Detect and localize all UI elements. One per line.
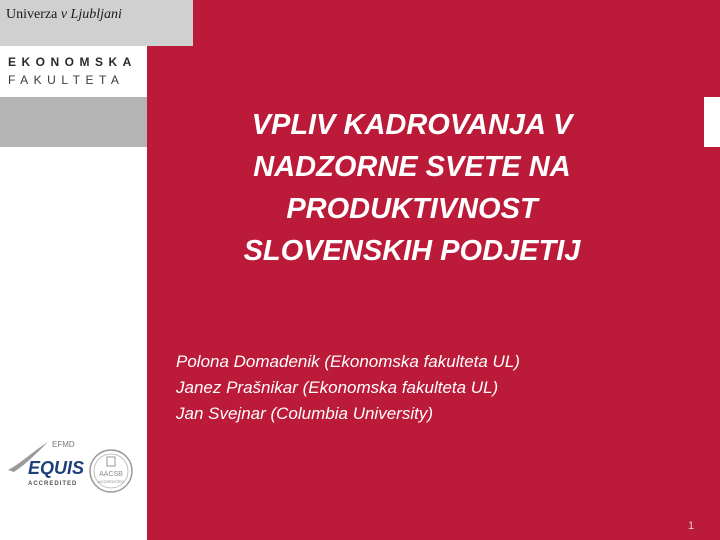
author-line: Jan Svejnar (Columbia University) (176, 404, 433, 423)
aacsb-sub-label: ACCREDITED (97, 479, 125, 484)
slide-title (177, 104, 647, 272)
aacsb-pillar-icon (107, 457, 115, 466)
right-tab (704, 97, 720, 147)
university-name-plain: Univerza (6, 7, 61, 22)
page-number: 1 (688, 520, 695, 532)
university-name-italic: v Ljubljani (60, 7, 122, 22)
equis-logo (6, 436, 86, 496)
aacsb-logo (88, 448, 134, 494)
title-line: NADZORNE SVETE NA (253, 151, 571, 183)
university-name (6, 7, 122, 23)
aacsb-main-label: AACSB (99, 471, 123, 478)
title-line: SLOVENSKIH PODJETIJ (243, 235, 581, 267)
title-line: VPLIV KADROVANJA V (251, 109, 573, 141)
gray-band (0, 97, 147, 147)
equis-sub-label: ACCREDITED (28, 481, 78, 487)
red-panel-top (193, 0, 720, 46)
equis-main-label: EQUIS (28, 458, 85, 478)
faculty-line1: EKONOMSKA (8, 55, 137, 69)
university-header (0, 0, 193, 46)
title-line: PRODUKTIVNOST (286, 193, 538, 225)
faculty-line2: FAKULTETA (8, 73, 125, 87)
author-line: Polona Domadenik (Ekonomska fakulteta UL) (176, 352, 520, 371)
equis-top-label: EFMD (52, 440, 75, 449)
authors-list (176, 349, 520, 427)
author-line: Janez Prašnikar (Ekonomska fakulteta UL) (176, 378, 499, 397)
faculty-logo (8, 53, 137, 89)
